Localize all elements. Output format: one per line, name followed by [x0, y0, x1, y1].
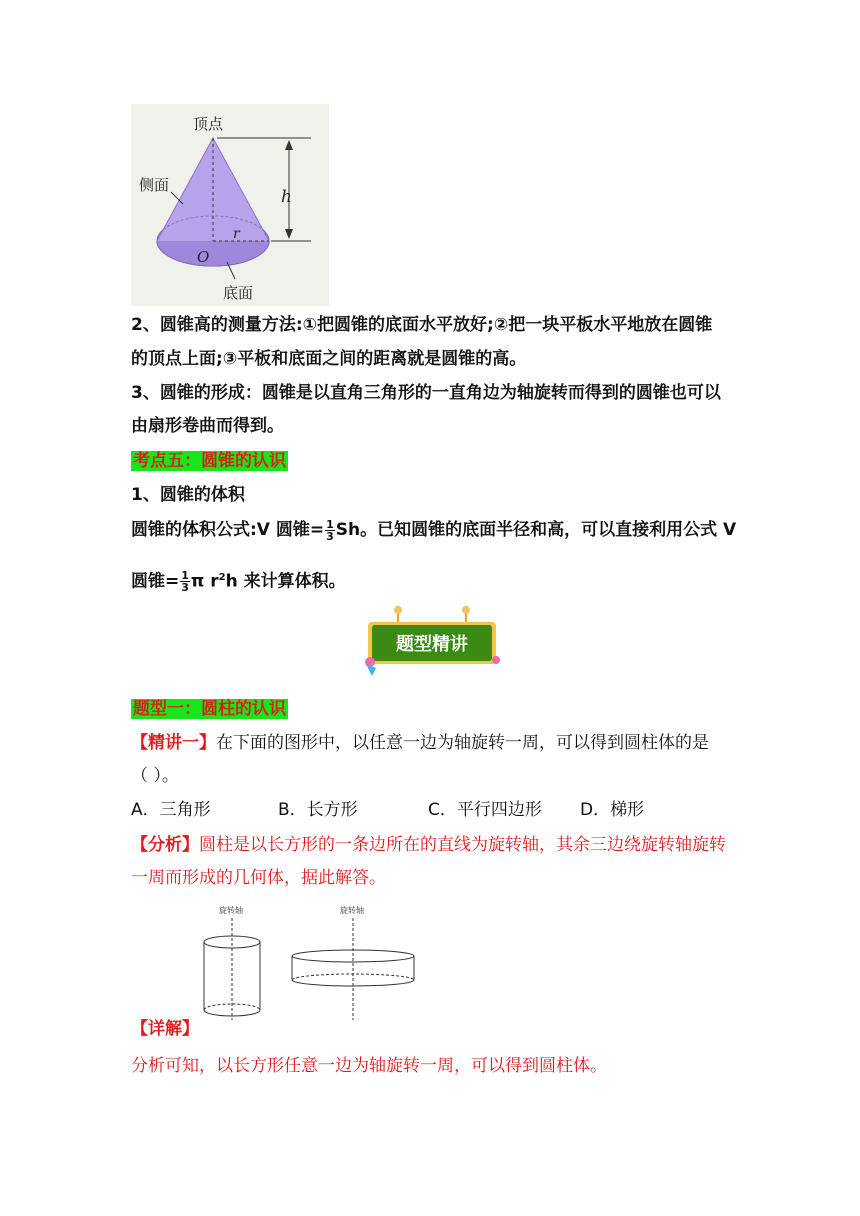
axis-label-right: 旋转轴	[340, 906, 364, 915]
volume-line1-pre: 圆锥的体积公式:V 圆锥=	[131, 520, 325, 540]
volume-heading: 1、圆锥的体积	[131, 485, 245, 505]
fenxi-bracket: 【分析】	[131, 835, 199, 855]
center-label: O	[197, 248, 210, 266]
side-label: 侧面	[139, 176, 170, 194]
kaodian5-title: 考点五：圆锥的认识	[133, 451, 286, 471]
tixing1-title: 题型一：圆柱的认识	[133, 699, 286, 719]
section-heading-tixing1	[131, 697, 288, 721]
paragraph-2-line-2: 的顶点上面;③平板和底面之间的距离就是圆锥的高。	[131, 349, 527, 369]
height-label: h	[281, 187, 292, 207]
volume-formula-line-1	[131, 518, 736, 542]
xiangjie-bracket: 【详解】	[131, 1019, 199, 1039]
paragraph-3-line-1: 3、圆锥的形成：圆锥是以直角三角形的一直角边为轴旋转而得到的圆锥也可以	[131, 383, 721, 403]
cylinder-rotation-diagram	[190, 902, 430, 1024]
radius-label: r	[233, 226, 240, 242]
cone-diagram	[131, 104, 329, 306]
fraction-one-third-2: $\frac{1}{3}$	[181, 569, 189, 595]
jingjiang-line-2: （ ）。	[131, 766, 179, 786]
option-d: D．梯形	[580, 800, 645, 820]
volume-line2-pre: 圆锥=	[131, 571, 180, 592]
option-c: C．平行四边形	[428, 800, 542, 820]
volume-formula-line-2: 圆锥= $\frac{1}{3}$ π $r^2h$ 来计算体积。	[131, 569, 346, 595]
xiangjie-heading	[131, 1017, 199, 1041]
fraction-one-third: $\frac{1}{3}$	[326, 517, 334, 543]
section-heading-kaodian5	[131, 449, 288, 473]
badge-text: 题型精讲	[396, 634, 468, 655]
axis-label-left: 旋转轴	[219, 906, 243, 915]
jingjiang-bracket: 【精讲一】	[131, 733, 216, 753]
xiangjie-text: 分析可知，以长方形任意一边为轴旋转一周，可以得到圆柱体。	[131, 1056, 607, 1076]
option-a: A．三角形	[131, 800, 211, 820]
base-label: 底面	[223, 284, 254, 302]
jingjiang-text-1: 在下面的图形中，以任意一边为轴旋转一周，可以得到圆柱体的是	[216, 733, 709, 753]
option-b: B．长方形	[278, 800, 358, 820]
volume-line1-post: Sh。已知圆锥的底面半径和高，可以直接利用公式 V	[335, 520, 737, 540]
paragraph-3-line-2: 由扇形卷曲而得到。	[131, 416, 284, 436]
fenxi-text-1: 圆柱是以长方形的一条边所在的直线为旋转轴，其余三边绕旋转轴旋转	[199, 835, 726, 855]
fenxi-line-2: 一周而形成的几何体，据此解答。	[131, 868, 386, 888]
apex-label: 顶点	[193, 115, 224, 133]
question-type-badge	[362, 604, 502, 680]
paragraph-2-line-1: 2、圆锥高的测量方法:①把圆锥的底面水平放好;②把一块平板水平地放在圆锥	[131, 315, 713, 335]
jingjiang-line-1	[131, 731, 709, 755]
fenxi-line-1	[131, 833, 726, 857]
